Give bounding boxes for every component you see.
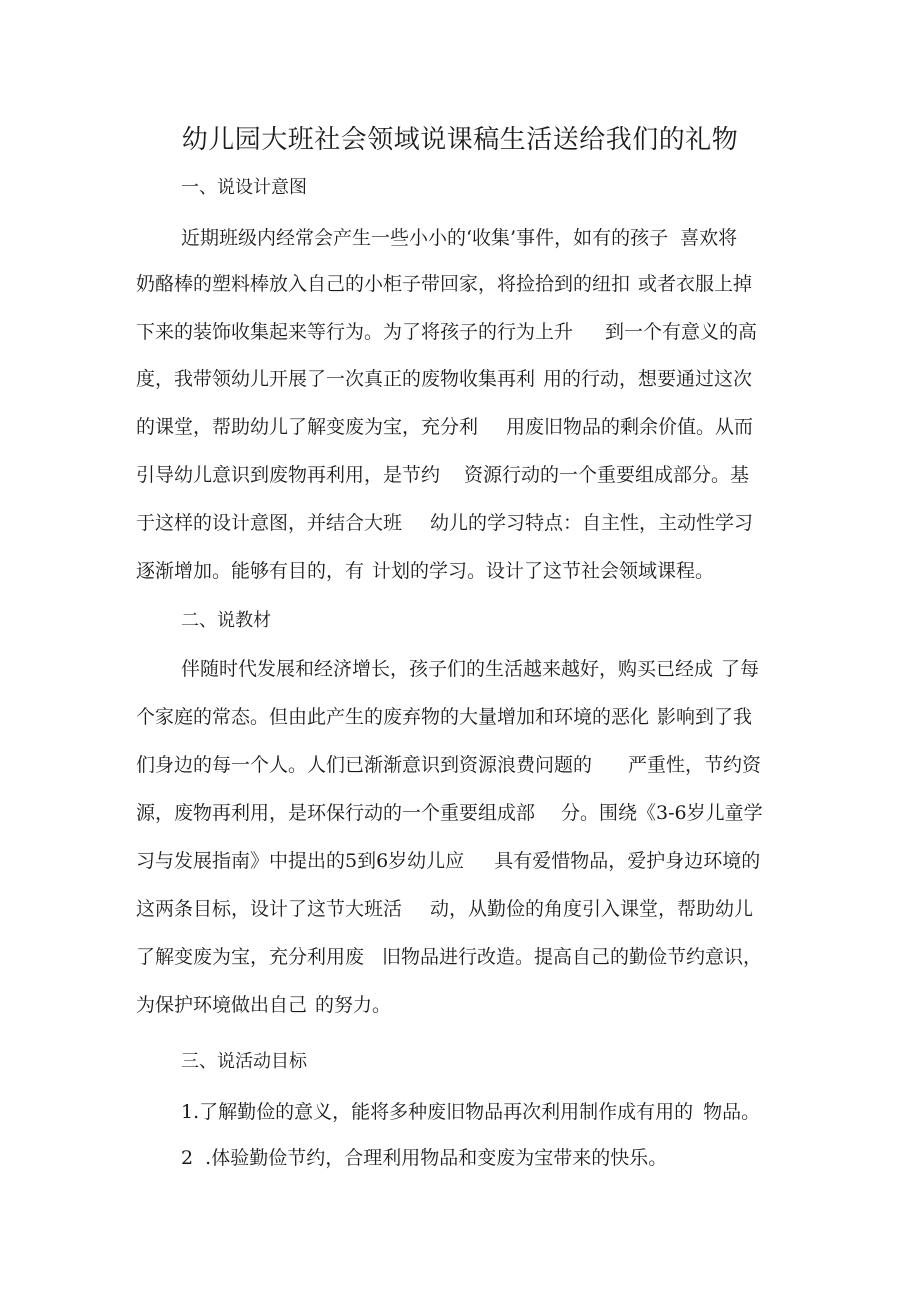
paragraph-line	[136, 463, 749, 487]
text-segment: 资源行动的一个重要组成部分。基	[464, 464, 750, 486]
text-segment: 们身边的每一个人。人们已渐渐意识到资源浪费问题的	[136, 754, 593, 776]
text-segment: 到一个有意义的高	[605, 321, 758, 343]
paragraph-line	[136, 559, 714, 583]
text-segment: 1.了解勤俭的意义，能将多种废旧物品再次利用制作成有用的	[181, 1101, 694, 1123]
text-segment: 用的行动，想要通过这次	[543, 368, 753, 390]
text-segment: 的课堂，帮助幼儿了解变废为宝，充分利	[136, 416, 479, 438]
text-segment: 源，废物再利用，是环保行动的一个重要组成部	[136, 802, 536, 824]
text-segment: 伴随时代发展和经济增长，孩子们的生活越来越好，购买已经成	[181, 658, 714, 680]
paragraph-line	[136, 272, 752, 296]
text-segment: 为保护环境做出自己	[136, 994, 308, 1016]
text-segment: 这两条目标，设计了这节大班活	[136, 898, 403, 920]
paragraph-line	[181, 657, 759, 681]
text-segment: 计划的学习。设计了这节社会领域课程。	[372, 560, 715, 582]
paragraph-line	[136, 801, 763, 825]
text-segment: 度，我带领幼儿开展了一次真正的废物收集再利	[136, 368, 536, 390]
goal-item	[181, 1146, 667, 1170]
text-segment: 幼儿的学习特点：自主性，主动性学习	[430, 512, 754, 534]
paragraph-line	[136, 705, 752, 729]
text-segment: 习与发展指南》中提出的5到6岁幼儿应	[136, 850, 465, 872]
text-segment: 引导幼儿意识到废物再利用，是节约	[136, 464, 441, 486]
text-segment: 影响到了我	[657, 706, 753, 728]
goal-item	[181, 1100, 760, 1124]
text-segment: 用废旧物品的剩余价值。从而	[506, 416, 754, 438]
text-segment: 喜欢将	[680, 227, 738, 249]
paragraph-line	[136, 511, 753, 535]
text-segment: 逐渐增加。能够有目的，有	[136, 560, 365, 582]
text-segment: 奶酪棒的塑料棒放入自己的小柜子带回家，将捡拾到的纽扣	[136, 273, 631, 295]
paragraph-line	[136, 415, 753, 439]
paragraph-line	[136, 897, 753, 921]
section-heading-activity-goals: 三、说活动目标	[181, 1051, 307, 1072]
section-heading-teaching-material: 二、说教材	[181, 610, 271, 631]
text-segment: 于这样的设计意图，并结合大班	[136, 512, 403, 534]
document-title: 幼儿园大班社会领域说课稿生活送给我们的礼物	[181, 125, 739, 155]
text-segment: 或者衣服上掉	[638, 273, 753, 295]
paragraph-line	[136, 849, 760, 873]
paragraph-line	[136, 320, 757, 344]
text-segment: 下来的装饰收集起来等行为。为了将孩子的行为上升	[136, 321, 574, 343]
paragraph-line	[181, 226, 737, 250]
text-segment: 具有爱惜物品，爱护身边环境的	[494, 850, 761, 872]
text-segment: 了解变废为宝，充分利用废	[136, 946, 365, 968]
paragraph-line	[136, 945, 762, 969]
paragraph-line	[136, 753, 761, 777]
paragraph-line	[136, 367, 752, 391]
text-segment: 旧物品进行改造。提高自己的勤俭节约意识，	[382, 946, 763, 968]
text-segment: 分。围绕《3-6岁儿童学	[561, 802, 763, 824]
text-segment: 个家庭的常态。但由此产生的废弃物的大量增加和环境的恶化	[136, 706, 650, 728]
text-segment: 物品。	[703, 1101, 761, 1123]
text-segment: 的努力。	[315, 994, 392, 1016]
text-segment: 动，从勤俭的角度引入课堂，帮助幼儿	[430, 898, 754, 920]
section-heading-design-intent: 一、说设计意图	[181, 177, 307, 198]
text-segment: 严重性，节约资	[628, 754, 762, 776]
text-segment: 近期班级内经常会产生一些小小的‘收集’事件，如有的孩子	[181, 227, 669, 249]
text-segment: 了每	[721, 658, 760, 680]
text-segment: 2 .体验勤俭节约，合理利用物品和变废为宝带来的快乐。	[181, 1147, 668, 1169]
paragraph-line	[136, 993, 391, 1017]
